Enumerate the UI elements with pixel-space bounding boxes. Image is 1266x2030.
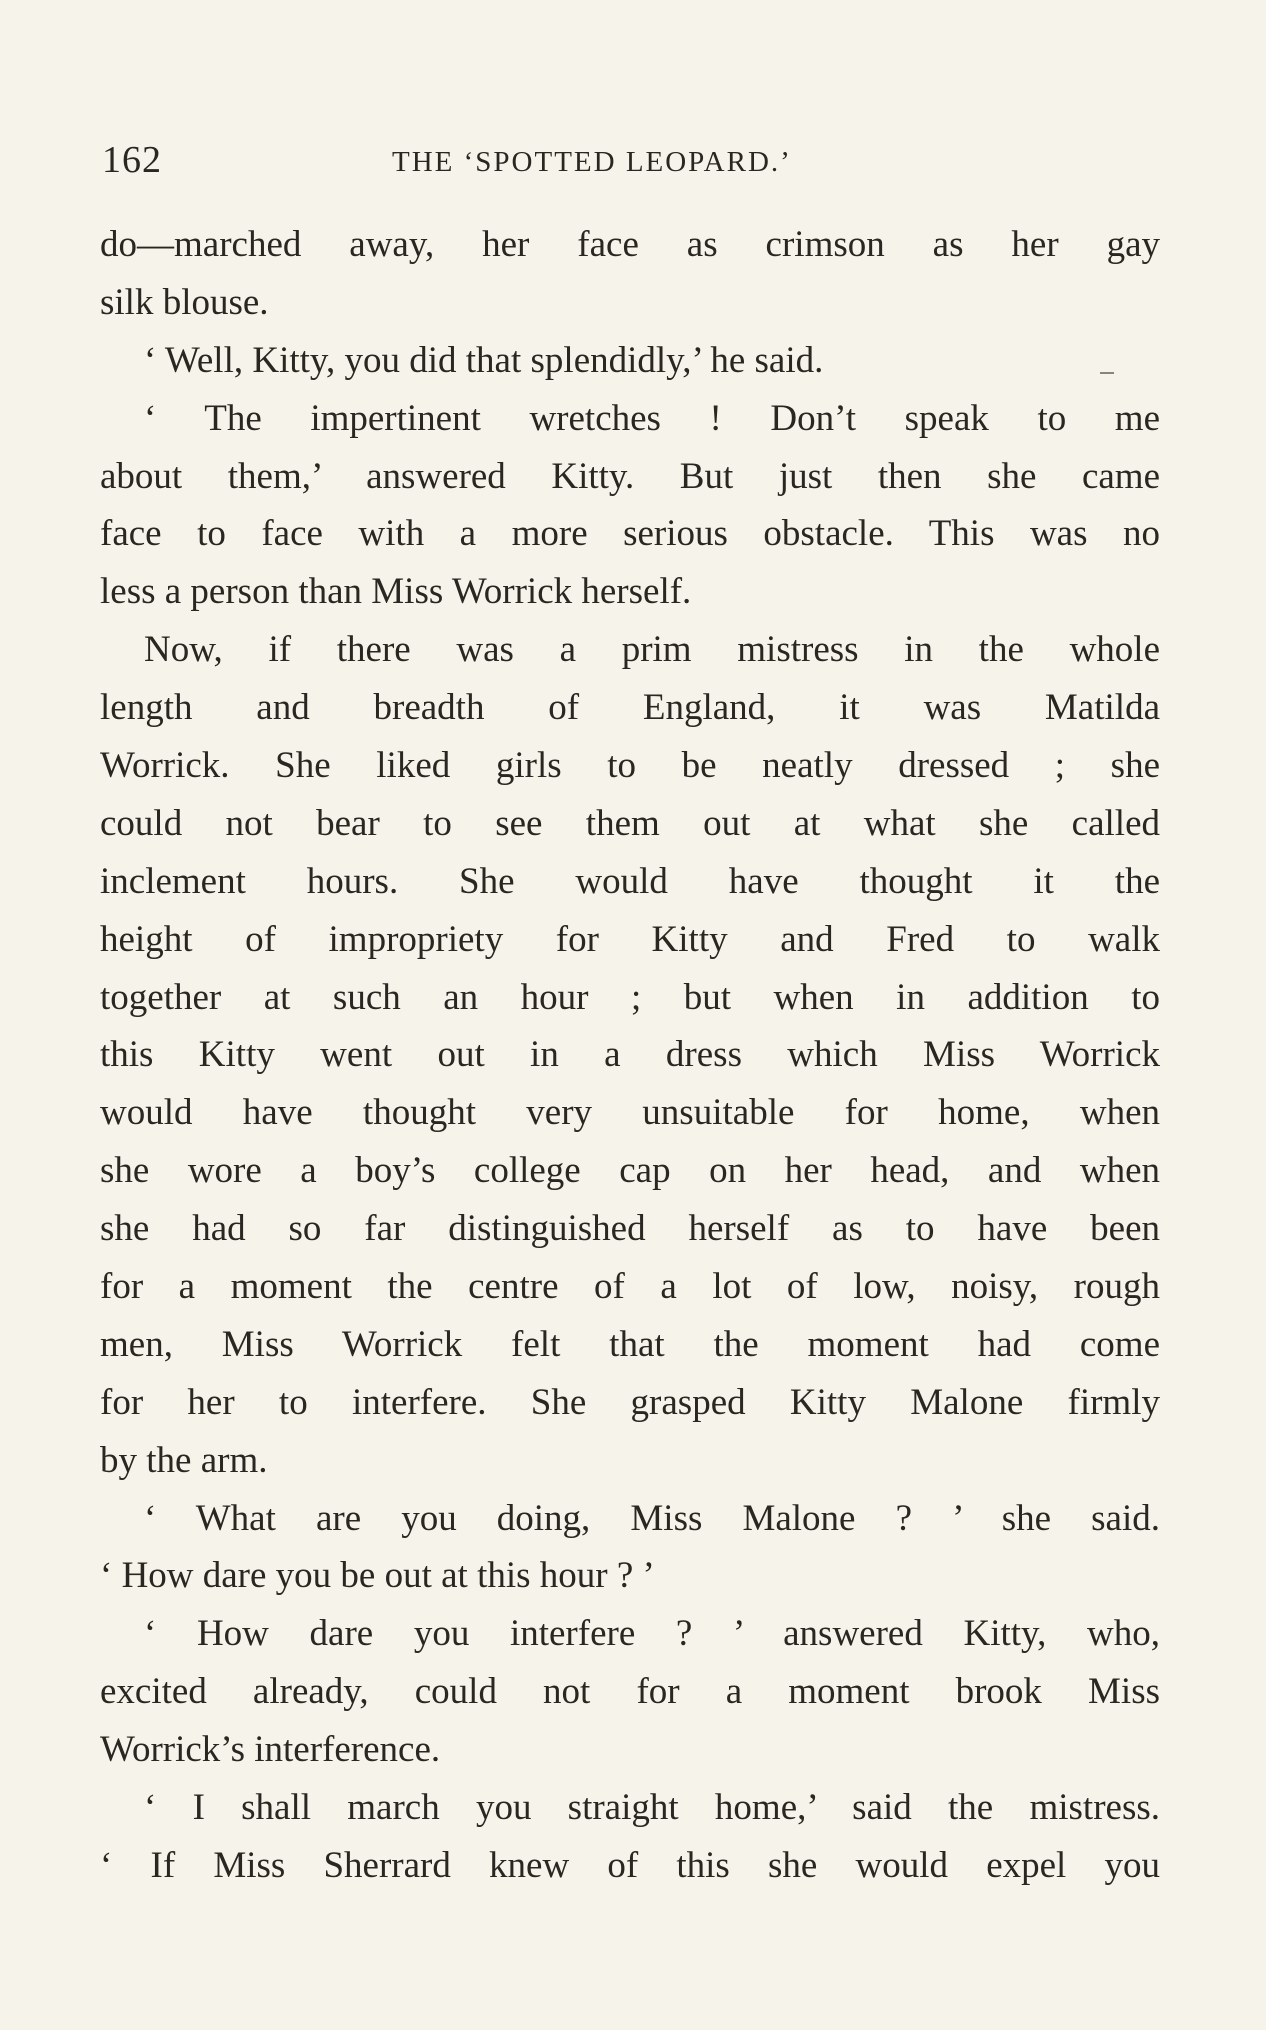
text-line: men, Miss Worrick felt that the moment had come (100, 1323, 1160, 1365)
text-line: Now, if there was a prim mistress in the whole (144, 629, 1160, 671)
text-line: ‘ If Miss Sherrard knew of this she would expel you (100, 1844, 1160, 1886)
text-line: would have thought very unsuitable for home, when (100, 1092, 1160, 1134)
text-line: ‘ What are you doing, Miss Malone ? ’ she said. (144, 1497, 1160, 1539)
text-line: by the arm. (100, 1439, 268, 1481)
text-line: ‘ The impertinent wretches ! Don’t speak to me (144, 397, 1160, 439)
body-text (100, 216, 1160, 1895)
text-line: length and breadth of England, it was Matilda (100, 687, 1160, 729)
text-line: height of impropriety for Kitty and Fred to walk (100, 918, 1160, 960)
page-header (102, 138, 1160, 182)
text-line: inclement hours. She would have thought it the (100, 860, 1160, 902)
text-line: together at such an hour ; but when in addition to (100, 976, 1160, 1018)
text-line: do—marched away, her face as crimson as her gay (100, 224, 1160, 265)
running-title: THE ‘SPOTTED LEOPARD.’ (392, 146, 792, 178)
text-line: for her to interfere. She grasped Kitty Malone firmly (100, 1381, 1160, 1423)
text-line: ‘ How dare you be out at this hour ? ’ (100, 1555, 655, 1597)
text-line: ‘ How dare you interfere ? ’ answered Kitty, who, (144, 1613, 1160, 1655)
text-line: less a person than Miss Worrick herself. (100, 571, 692, 613)
text-line: about them,’ answered Kitty. But just then she came (100, 455, 1160, 497)
text-line: silk blouse. (100, 281, 269, 323)
text-line: she wore a boy’s college cap on her head, and when (100, 1150, 1160, 1192)
text-line: could not bear to see them out at what she called (100, 802, 1160, 844)
text-line: excited already, could not for a moment brook Miss (100, 1671, 1160, 1713)
text-line: she had so far distinguished herself as to have been (100, 1208, 1160, 1250)
text-line: for a moment the centre of a lot of low, noisy, rough (100, 1266, 1160, 1308)
text-line: face to face with a more serious obstacle. This was no (100, 513, 1160, 555)
text-line: Worrick. She liked girls to be neatly dressed ; she (100, 745, 1160, 787)
text-line: ‘ I shall march you straight home,’ said the mistress. (144, 1787, 1160, 1829)
page-number: 162 (102, 139, 162, 181)
text-line: Worrick’s interference. (100, 1729, 441, 1771)
text-line: this Kitty went out in a dress which Miss Worrick (100, 1034, 1160, 1076)
text-line: ‘ Well, Kitty, you did that splendidly,’ he said. (144, 339, 824, 381)
